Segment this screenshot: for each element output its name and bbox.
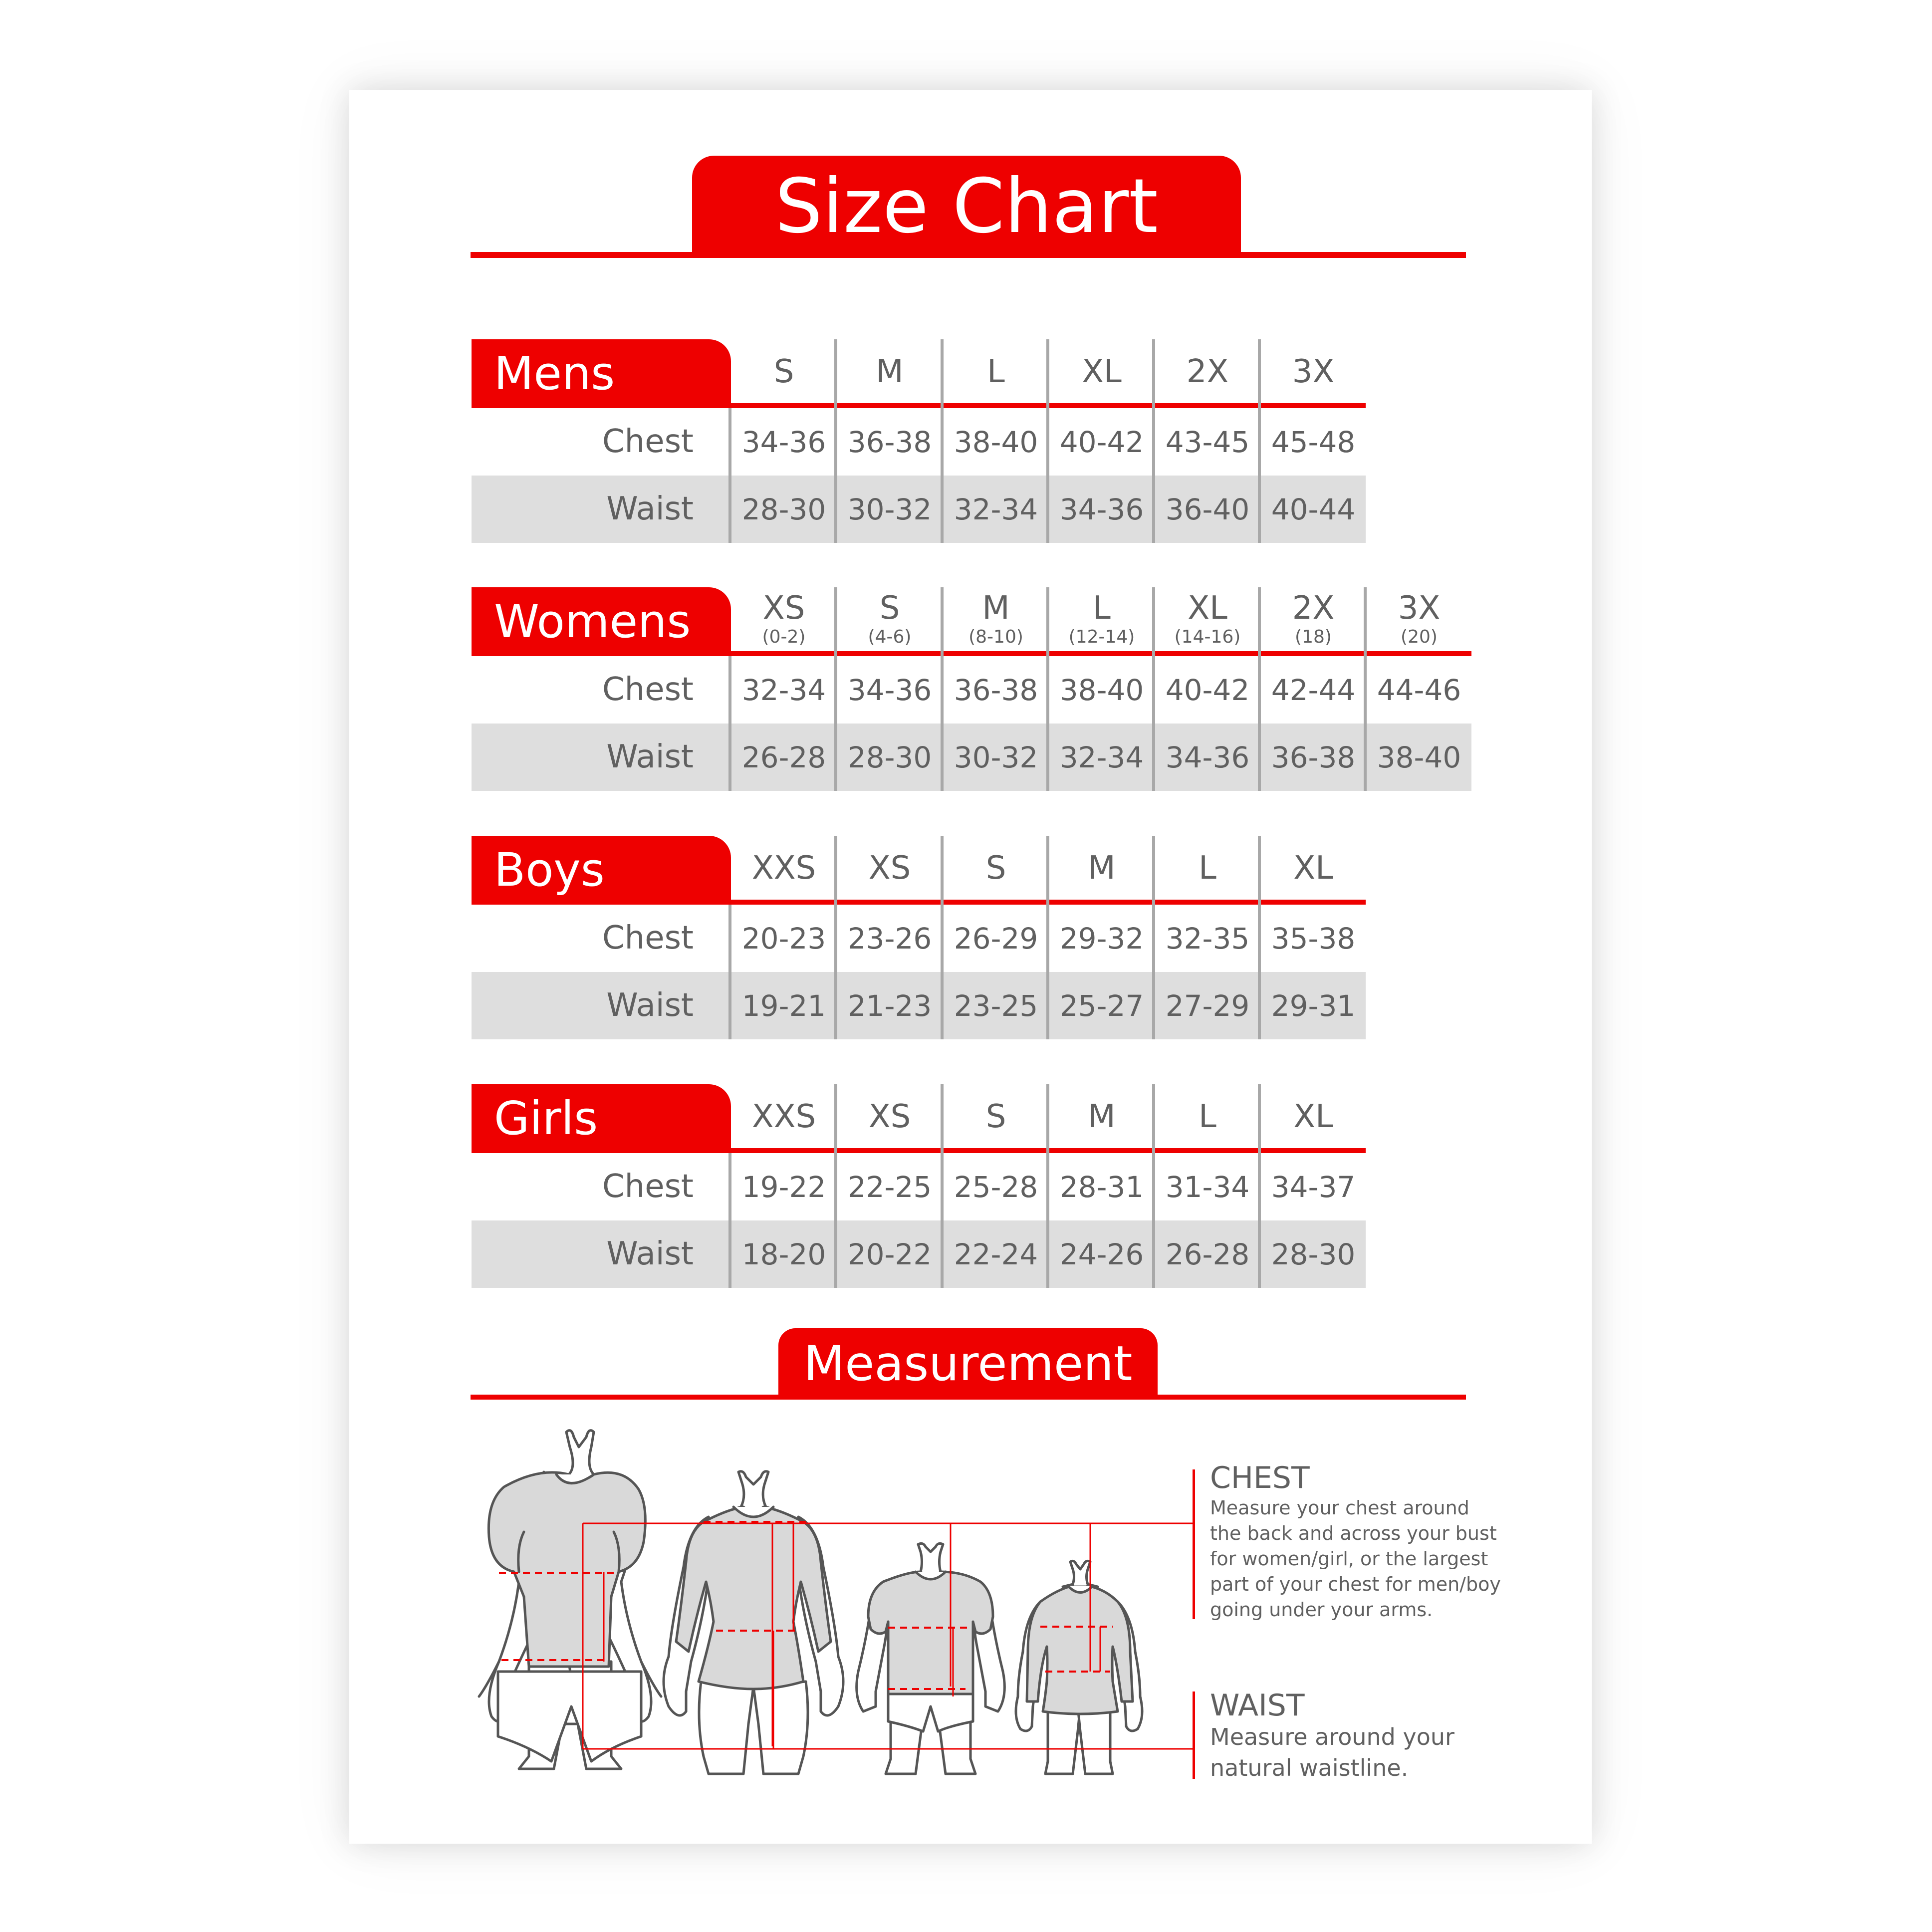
table-cell: 25-27 [1059,989,1144,1023]
table-cell: 34-37 [1271,1170,1356,1204]
table-cell: 19-21 [741,989,826,1023]
girl-figure [1016,1561,1142,1774]
row-label: Waist [606,738,694,775]
size-label: S [985,850,1006,887]
table-cell: 45-48 [1271,425,1356,459]
waist-description-line: natural waistline. [1210,1754,1409,1781]
table-cell: 36-38 [954,673,1038,707]
size-label: 2X [1186,353,1229,390]
table-cell: 34-36 [1059,492,1144,526]
mens-section-label: Mens [472,339,731,408]
size-label: M [876,353,904,390]
row-label: Waist [606,490,694,527]
waist-heading: WAIST [1210,1688,1305,1723]
chest-description-line: part of your chest for men/boy [1210,1573,1501,1595]
size-sub-label: (20) [1401,627,1438,647]
size-label: 2X [1292,590,1335,627]
table-cell: 40-42 [1165,673,1250,707]
table-cell: 38-40 [954,425,1038,459]
table-cell: 26-28 [741,740,826,774]
row-label: Waist [606,987,694,1024]
table-cell: 36-40 [1165,492,1250,526]
size-label: XL [1082,353,1122,390]
table-cell: 20-23 [741,922,826,956]
womens-section-label: Womens [472,587,731,656]
size-sub-label: (0-2) [762,627,806,647]
table-cell: 19-22 [741,1170,826,1204]
size-label: M [982,590,1010,627]
size-label: XS [868,1098,911,1135]
size-label: L [987,353,1005,390]
measurement-title: Measurement [803,1336,1133,1392]
chest-description-line: going under your arms. [1210,1599,1433,1621]
table-cell: 26-28 [1165,1237,1250,1271]
size-label: S [985,1098,1006,1135]
size-label: L [1093,590,1111,627]
table-cell: 42-44 [1271,673,1356,707]
size-label: XL [1293,1098,1333,1135]
table-cell: 34-36 [847,673,932,707]
table-cell: 38-40 [1377,740,1461,774]
size-sub-label: (14-16) [1174,627,1241,647]
size-label: XS [762,590,805,627]
table-cell: 32-35 [1165,922,1250,956]
table-cell: 36-38 [847,425,932,459]
row-label: Chest [602,671,694,708]
size-label: XXS [751,850,816,887]
table-cell: 34-36 [741,425,826,459]
size-label: XXS [751,1098,816,1135]
table-cell: 20-22 [847,1237,932,1271]
table-cell: 26-29 [954,922,1038,956]
woman-figure [664,1471,843,1774]
table-cell: 36-38 [1271,740,1356,774]
girls-section-label: Girls [472,1084,731,1153]
waist-description [1210,1721,1454,1783]
table-cell: 32-34 [954,492,1038,526]
table-cell: 23-25 [954,989,1038,1023]
table-cell: 27-29 [1165,989,1250,1023]
row-label: Waist [606,1235,694,1272]
table-cell: 22-25 [847,1170,932,1204]
row-label: Chest [602,423,694,460]
size-label: S [879,590,900,627]
size-sub-label: (8-10) [968,627,1023,647]
table-cell: 30-32 [954,740,1038,774]
table-cell: 22-24 [954,1237,1038,1271]
table-cell: 44-46 [1377,673,1461,707]
table-cell: 18-20 [741,1237,826,1271]
chest-description-line: Measure your chest around [1210,1497,1469,1519]
boy-figure [857,1543,1005,1774]
size-label: M [1088,850,1116,887]
size-label: L [1199,1098,1216,1135]
size-sub-label: (18) [1295,627,1332,647]
size-label: XL [1188,590,1227,627]
table-cell: 28-30 [847,740,932,774]
waist-description-line: Measure around your [1210,1723,1454,1750]
table-cell: 28-30 [741,492,826,526]
table-cell: 31-34 [1165,1170,1250,1204]
table-cell: 40-44 [1271,492,1356,526]
row-label: Chest [602,1168,694,1205]
waist-divider [1193,1691,1195,1779]
table-cell: 34-36 [1165,740,1250,774]
size-label: XL [1293,850,1333,887]
size-sub-label: (4-6) [868,627,912,647]
table-cell: 32-34 [741,673,826,707]
table-cell: 30-32 [847,492,932,526]
man-figure [479,1431,661,1769]
boys-section-label: Boys [472,836,731,905]
size-label: M [1088,1098,1116,1135]
table-cell: 21-23 [847,989,932,1023]
table-cell: 28-31 [1059,1170,1144,1204]
table-cell: 23-26 [847,922,932,956]
page-title: Size Chart [775,163,1158,250]
size-label: 3X [1398,590,1441,627]
row-label: Chest [602,920,694,957]
chest-divider [1193,1469,1195,1619]
chest-heading: CHEST [1210,1460,1310,1495]
size-label: 3X [1292,353,1335,390]
table-cell: 28-30 [1271,1237,1356,1271]
table-cell: 25-28 [954,1170,1038,1204]
table-cell: 29-32 [1059,922,1144,956]
table-cell: 35-38 [1271,922,1356,956]
table-cell: 38-40 [1059,673,1144,707]
size-label: L [1199,850,1216,887]
chest-description-line: the back and across your bust [1210,1522,1497,1544]
table-cell: 24-26 [1059,1237,1144,1271]
table-cell: 40-42 [1059,425,1144,459]
size-label: S [773,353,794,390]
table-cell: 32-34 [1059,740,1144,774]
table-cell: 43-45 [1165,425,1250,459]
chest-description-line: for women/girl, or the largest [1210,1548,1488,1570]
size-label: XS [868,850,911,887]
table-cell: 29-31 [1271,989,1356,1023]
chest-description [1210,1495,1501,1623]
size-sub-label: (12-14) [1068,627,1135,647]
